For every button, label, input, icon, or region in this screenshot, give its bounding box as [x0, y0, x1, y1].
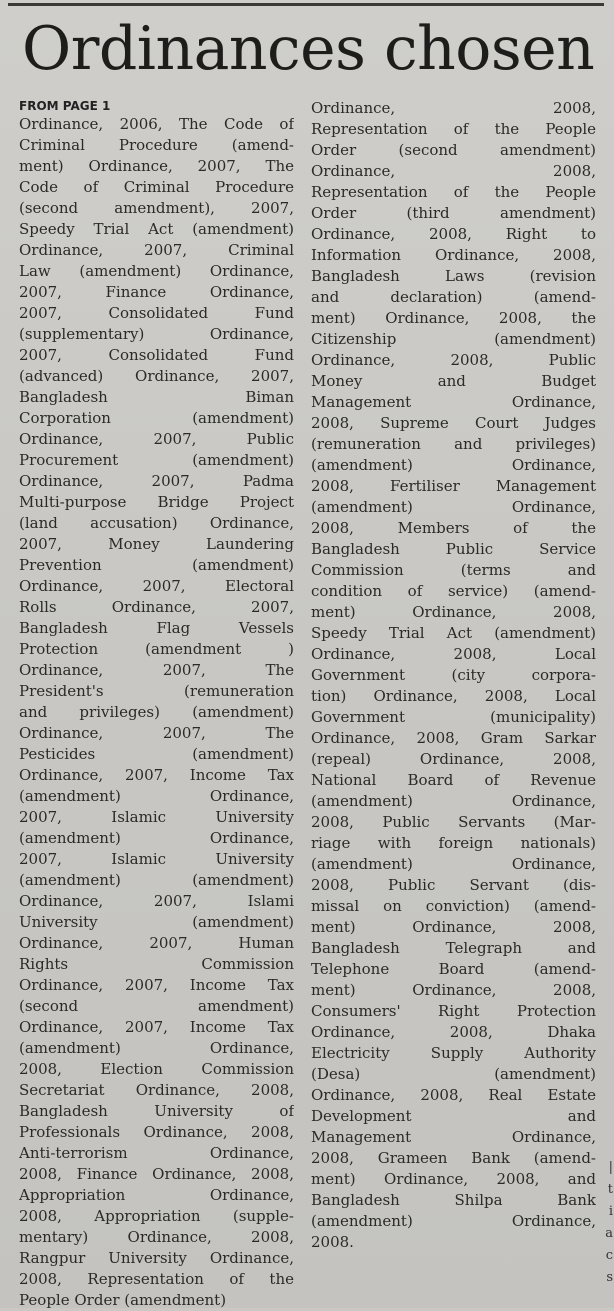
text-line: Rangpur University Ordinance,: [19, 1249, 294, 1267]
text-line: Law (amendment) Ordinance,: [19, 262, 294, 280]
text-line: 2008, Finance Ordinance, 2008,: [19, 1165, 294, 1183]
text-line: President's (remuneration: [19, 682, 294, 700]
text-line: (amendment) Ordinance,: [19, 829, 294, 847]
text-line: Bangladesh Public Service: [311, 540, 596, 558]
text-line: (amendment) Ordinance,: [311, 498, 596, 516]
text-line: Management Ordinance,: [311, 393, 596, 411]
text-line: Protection (amendment ): [19, 640, 294, 658]
edge-fragment: t: [607, 1182, 613, 1197]
text-line: Rights Commission: [19, 955, 294, 973]
left-column-body: [19, 114, 294, 1311]
text-line: Rolls Ordinance, 2007,: [19, 598, 294, 616]
text-line: Ordinance, 2008, Dhaka: [311, 1023, 596, 1041]
edge-fragment: |: [608, 1160, 613, 1175]
text-line: Speedy Trial Act (amendment): [19, 220, 294, 238]
text-line: 2008, Members of the: [311, 519, 596, 537]
text-line: Consumers' Right Protection: [311, 1002, 596, 1020]
text-line: (remuneration and privileges): [311, 435, 596, 453]
text-line: ment) Ordinance, 2008,: [311, 603, 596, 621]
text-line: Professionals Ordinance, 2008,: [19, 1123, 294, 1141]
text-line: 2008, Public Servant (dis-: [311, 876, 596, 894]
text-line: Ordinance, 2008, Right to: [311, 225, 596, 243]
text-line: (amendment) (amendment): [19, 871, 294, 889]
text-line: (repeal) Ordinance, 2008,: [311, 750, 596, 768]
text-line: Multi-purpose Bridge Project: [19, 493, 294, 511]
text-line: Order (second amendment): [311, 141, 596, 159]
text-line: Code of Criminal Procedure: [19, 178, 294, 196]
text-line: Commission (terms and: [311, 561, 596, 579]
text-line: People Order (amendment): [19, 1291, 227, 1309]
text-line: 2007, Islamic University: [19, 808, 294, 826]
text-line: (amendment) Ordinance,: [311, 792, 596, 810]
edge-fragment: i: [608, 1204, 613, 1219]
text-line: Management Ordinance,: [311, 1128, 596, 1146]
text-line: Ordinance, 2006, The Code of: [19, 115, 294, 133]
text-line: (advanced) Ordinance, 2007,: [19, 367, 294, 385]
text-line: Money and Budget: [311, 372, 596, 390]
text-line: Procurement (amendment): [19, 451, 294, 469]
top-rule: [8, 3, 604, 6]
text-line: Bangladesh Flag Vessels: [19, 619, 294, 637]
text-line: University (amendment): [19, 913, 294, 931]
text-line: Electricity Supply Authority: [311, 1044, 596, 1062]
text-line: Bangladesh Telegraph and: [311, 939, 596, 957]
text-line: (Desa) (amendment): [311, 1065, 596, 1083]
text-line: Ordinance, 2007, Income Tax: [19, 1018, 294, 1036]
text-line: (amendment) Ordinance,: [311, 456, 596, 474]
text-line: (amendment) Ordinance,: [311, 855, 596, 873]
text-line: Criminal Procedure (amend-: [19, 136, 294, 154]
text-line: tion) Ordinance, 2008, Local: [311, 687, 596, 705]
text-line: Bangladesh Laws (revision: [311, 267, 596, 285]
text-line: (land accusation) Ordinance,: [19, 514, 294, 532]
text-line: Bangladesh Biman: [19, 388, 294, 406]
edge-fragment: a: [605, 1226, 613, 1241]
right-column: [311, 98, 596, 1253]
kicker: FROM PAGE 1: [19, 99, 111, 113]
text-line: ment) Ordinance, 2008,: [311, 918, 596, 936]
edge-fragment: s: [606, 1270, 613, 1285]
text-line: Government (municipality): [311, 708, 596, 726]
text-line: Appropriation Ordinance,: [19, 1186, 294, 1204]
text-line: (second amendment): [19, 997, 294, 1015]
text-line: 2008, Representation of the: [19, 1270, 294, 1288]
text-line: Corporation (amendment): [19, 409, 294, 427]
text-line: (amendment) Ordinance,: [19, 1039, 294, 1057]
text-line: 2007, Finance Ordinance,: [19, 283, 294, 301]
text-line: Ordinance, 2007, Income Tax: [19, 766, 294, 784]
text-line: Ordinance, 2007, Criminal: [19, 241, 294, 259]
text-line: Anti-terrorism Ordinance,: [19, 1144, 294, 1162]
text-line: Ordinance, 2007, The: [19, 661, 294, 679]
text-line: 2007, Consolidated Fund: [19, 304, 294, 322]
text-line: Information Ordinance, 2008,: [311, 246, 596, 264]
text-line: Bangladesh University of: [19, 1102, 294, 1120]
text-line: Telephone Board (amend-: [311, 960, 596, 978]
text-line: Ordinance, 2007, Human: [19, 934, 294, 952]
text-line: Ordinance, 2008, Public: [311, 351, 596, 369]
text-line: 2008, Election Commission: [19, 1060, 294, 1078]
text-line: condition of service) (amend-: [311, 582, 596, 600]
text-line: Government (city corpora-: [311, 666, 596, 684]
edge-fragment: c: [605, 1248, 613, 1263]
text-line: Ordinance, 2008, Real Estate: [311, 1086, 596, 1104]
text-line: (second amendment), 2007,: [19, 199, 294, 217]
text-line: Ordinance, 2007, Islami: [19, 892, 294, 910]
text-line: Ordinance, 2007, Padma: [19, 472, 294, 490]
text-line: Ordinance, 2008,: [311, 99, 596, 117]
text-line: ment) Ordinance, 2007, The: [19, 157, 294, 175]
text-line: 2008, Supreme Court Judges: [311, 414, 596, 432]
text-line: 2007, Money Laundering: [19, 535, 294, 553]
text-line: Pesticides (amendment): [19, 745, 294, 763]
text-line: Speedy Trial Act (amendment): [311, 624, 596, 642]
text-line: 2007, Consolidated Fund: [19, 346, 294, 364]
text-line: Representation of the People: [311, 120, 596, 138]
text-line: (amendment) Ordinance,: [19, 787, 294, 805]
text-line: ment) Ordinance, 2008,: [311, 981, 596, 999]
text-line: (amendment) Ordinance,: [311, 1212, 596, 1230]
text-line: Citizenship (amendment): [311, 330, 596, 348]
text-line: mentary) Ordinance, 2008,: [19, 1228, 294, 1246]
text-line: ment) Ordinance, 2008, and: [311, 1170, 596, 1188]
text-line: ment) Ordinance, 2008, the: [311, 309, 596, 327]
text-line: Ordinance, 2008, Gram Sarkar: [311, 729, 596, 747]
text-line: 2008, Grameen Bank (amend-: [311, 1149, 596, 1167]
text-line: 2008, Appropriation (supple-: [19, 1207, 294, 1225]
headline: Ordinances chosen: [22, 14, 595, 84]
text-line: Ordinance, 2007, Income Tax: [19, 976, 294, 994]
text-line: 2008, Public Servants (Mar-: [311, 813, 596, 831]
text-line: National Board of Revenue: [311, 771, 596, 789]
adjacent-column-fragments: [606, 1160, 614, 1300]
text-line: Ordinance, 2007, The: [19, 724, 294, 742]
text-line: Development and: [311, 1107, 596, 1125]
right-column-body: [311, 98, 596, 1253]
text-line: Ordinance, 2008, Local: [311, 645, 596, 663]
text-line: riage with foreign nationals): [311, 834, 596, 852]
text-line: Representation of the People: [311, 183, 596, 201]
text-line: 2007, Islamic University: [19, 850, 294, 868]
text-line: Prevention (amendment): [19, 556, 294, 574]
text-line: missal on conviction) (amend-: [311, 897, 596, 915]
text-line: and privileges) (amendment): [19, 703, 294, 721]
text-line: 2008, Fertiliser Management: [311, 477, 596, 495]
text-line: Bangladesh Shilpa Bank: [311, 1191, 596, 1209]
left-column: [19, 98, 294, 1311]
text-line: Secretariat Ordinance, 2008,: [19, 1081, 294, 1099]
text-line: Ordinance, 2008,: [311, 162, 596, 180]
text-line: Ordinance, 2007, Public: [19, 430, 294, 448]
text-line: Order (third amendment): [311, 204, 596, 222]
text-line: 2008.: [311, 1233, 354, 1251]
text-line: and declaration) (amend-: [311, 288, 596, 306]
text-line: (supplementary) Ordinance,: [19, 325, 294, 343]
text-line: Ordinance, 2007, Electoral: [19, 577, 294, 595]
